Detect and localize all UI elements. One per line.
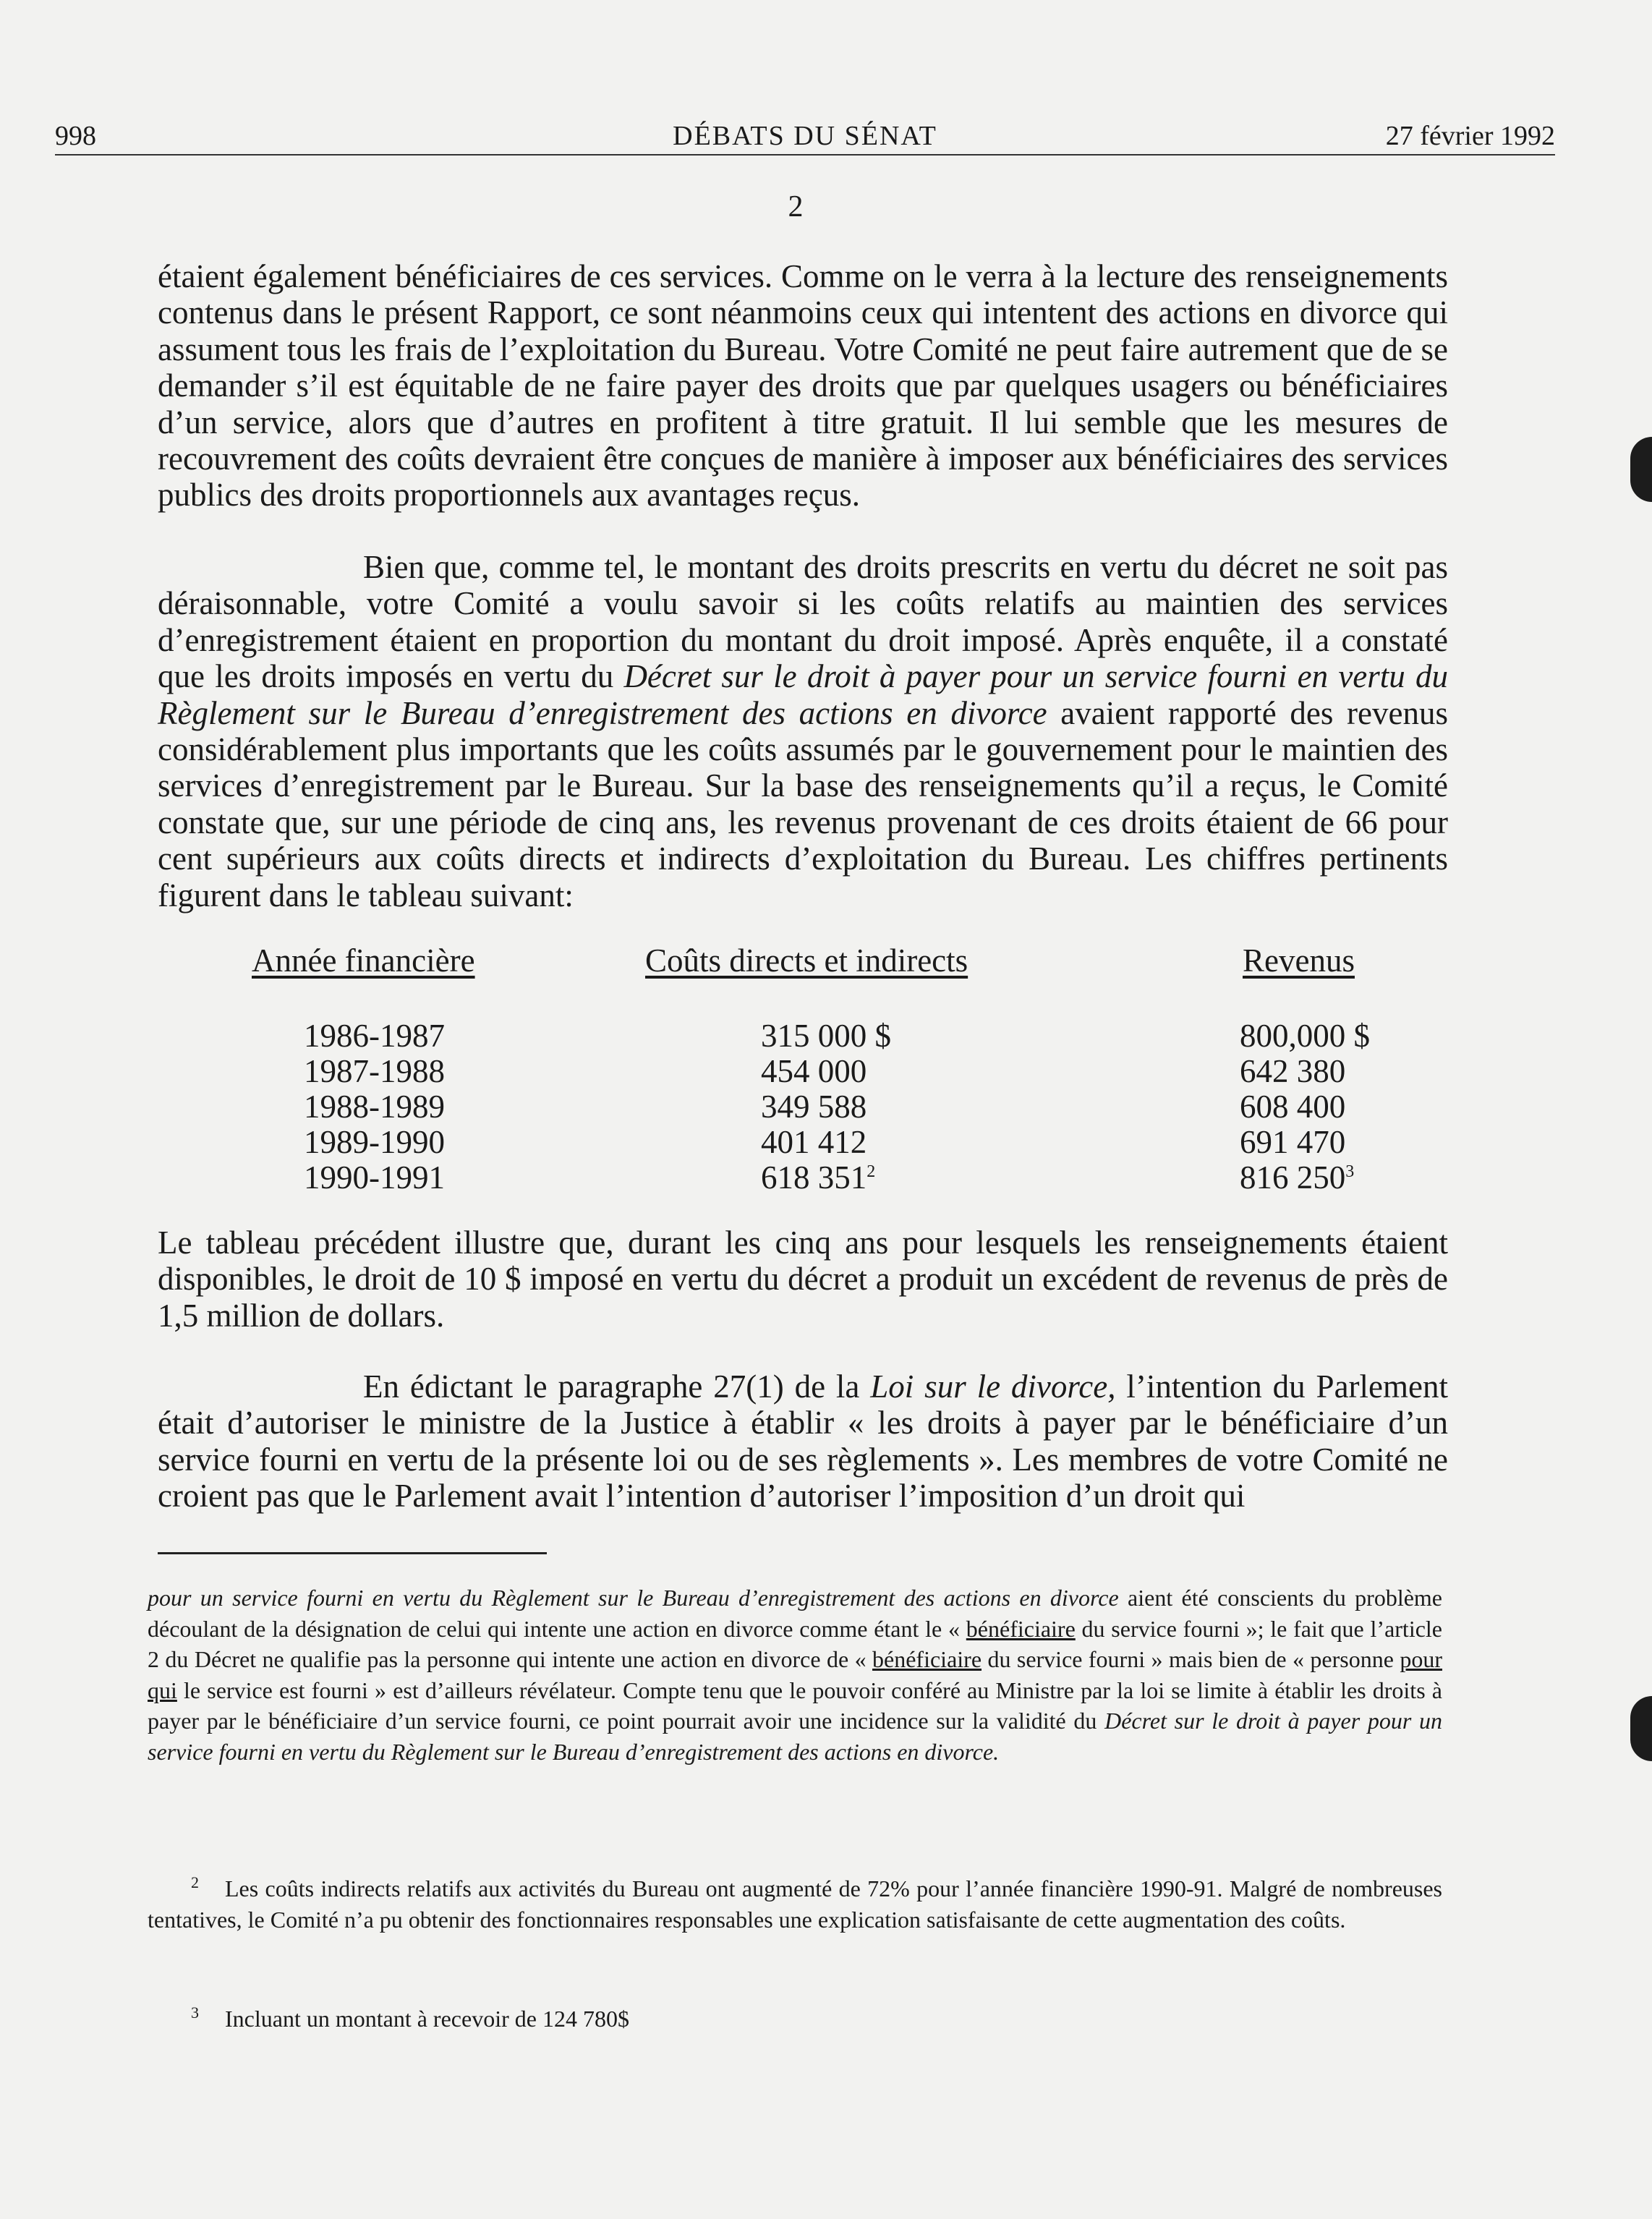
publication-title: DÉBATS DU SÉNAT (673, 121, 937, 151)
paragraph-text: avaient rapporté des revenus considérablement plus importants que les coûts assumés par le gouvernement pour le maintien des services d’enregistrement par le Bureau. Sur la base des renseignements qu’il a reçus, le Comité constate que, sur une période de cinq ans, les revenus provenant de ces droits étaient de 66 pour cent supérieurs aux coûts directs et indirects d’exploitation du Bureau. Les chiffres pertinents figurent dans le tableau suivant: (158, 694, 1448, 913)
paragraph-text: Le tableau précédent illustre que, durant les cinq ans pour lesquels les renseignements étaient disponibles, le droit de 10 $ imposé en vertu du décret a produit un excédent de revenus de près de 1,5 million de dollars. (158, 1225, 1448, 1334)
table-row (158, 1123, 1448, 1161)
footnote-continued: pour un service fourni en vertu du Règlement sur le Bureau d’enregistrement des actions en divorce aient été conscients du problème découlant de la désignation de celui qui intente une action en divorce comme étant le « bénéficiaire du service fourni »; le fait que l’article 2 du Décret ne qualifie pas la personne qui intente une action en divorce de « bénéficiaire du service fourni » mais bien de « personne pour qui le service est fourni » est d’ailleurs révélateur. Compte tenu que le pouvoir conféré au Ministre par la loi se limite à établir les droits à payer par le bénéficiaire d’un service fourni, ce point pourrait avoir une incidence sur la validité du Décret sur le droit à payer pour un service fourni en vertu du Règlement sur le Bureau d’enregistrement des actions en divorce. (148, 1585, 1443, 1765)
footnote-ref: 2 (867, 1162, 876, 1181)
table-cell-year: 1986-1987 (304, 1018, 445, 1054)
table-cell-revenue: 608 400 (1240, 1089, 1346, 1125)
table-cell-year: 1988-1989 (304, 1089, 445, 1125)
paragraph-4 (158, 1368, 1448, 1515)
page-header (55, 120, 1555, 156)
footnote-ref: 3 (1345, 1162, 1355, 1181)
table-cell-revenue: 800,000 $ (1240, 1018, 1370, 1054)
footnote-rule (158, 1552, 547, 1554)
table-cell-revenue: 816 $250^3$ (1240, 1159, 1355, 1196)
table-header-year: Année financière (252, 942, 475, 979)
footnote-mark: 3 (191, 2003, 199, 2022)
page-number: 998 (55, 121, 96, 151)
table-cell-year: 1989-1990 (304, 1124, 445, 1160)
table-cell-year: 1990-1991 (304, 1159, 445, 1196)
paragraph-text: l’intention du Parlement était d’autoriser le ministre de la Justice à établir « les droits à payer par le bénéficiaire d’un service fourni en vertu de la présente loi ou de ses règlements ». Les membres de votre Comité ne croient pas que le Parlement avait l’intention d’autoriser l’imposition d’un droit qui (158, 1368, 1448, 1515)
table-cell-year: 1987-1988 (304, 1053, 445, 1089)
header-date: 27 février 1992 (1385, 121, 1555, 151)
paragraph-text: En édictant le paragraphe 27(1) de la (363, 1368, 871, 1405)
page-edge-tab (1630, 437, 1652, 502)
table-cell-costs: 618 $351^2$ (761, 1159, 876, 1196)
table-row (158, 1159, 1448, 1196)
footnote-2: $^2$ Les coûts indirects relatifs aux activités du Bureau ont augmenté de 72% pour l’année financière 1990-91. Malgré de nombreuses tentatives, le Comité n’a pu obtenir des fonctionnaires responsables une explication satisfaisante de cette augmentation des coûts. (148, 1873, 1442, 1933)
table-cell-revenue: 691 470 (1240, 1124, 1346, 1160)
decree-title: Décret sur le droit à payer pour un service fourni en vertu du Règlement sur le Bureau d’enregistrement des actions en divorce (158, 658, 1449, 731)
table-cell-revenue: 642 380 (1240, 1053, 1346, 1089)
footnote-mark: 2 (191, 1873, 199, 1892)
table-row (158, 1088, 1448, 1125)
table-header-revenue: Revenus (1243, 942, 1355, 979)
paragraph-text: étaient également bénéficiaires de ces services. Comme on le verra à la lecture des renseignements contenus dans le présent Rapport, ce sont néanmoins ceux qui intentent des actions en divorce qui assument tous les frais de l’exploitation du Bureau. Votre Comité ne peut faire autrement que de se demander s’il est équitable de ne faire payer des droits que par quelques usagers ou bénéficiaires d’un service, alors que d’autres en profitent à titre gratuit. Il lui semble que les mesures de recouvrement des coûts devraient être conçues de manière à imposer aux bénéficiaires des services publics des droits proportionnels aux avantages reçus. (158, 258, 1448, 514)
table-cell-costs: 349 588 (761, 1089, 867, 1125)
table-cell-costs: 454 000 (761, 1053, 867, 1089)
header-rule (55, 154, 1555, 156)
law-title: Loi sur le divorce, (870, 1368, 1116, 1405)
table-cell-costs: 315 000 $ (761, 1018, 891, 1054)
paragraph-text: Bien que, comme tel, le montant des droits prescrits en vertu du décret ne soit pas déraisonnable, votre Comité a voulu savoir si les coûts relatifs au maintien des services d’enregistrement étaient en proportion du montant du droit imposé. Après enquête, il a constaté que les droits imposés en vertu du (158, 549, 1448, 695)
table-cell-costs: 401 412 (761, 1124, 867, 1160)
paragraph-3 (158, 1225, 1448, 1334)
paragraph-1 (158, 258, 1448, 514)
table-header-costs: Coûts directs et indirects (645, 942, 968, 979)
table-row (158, 1052, 1448, 1090)
section-number: 2 (788, 190, 804, 223)
table-row (158, 1017, 1448, 1055)
paragraph-2 (158, 549, 1448, 913)
footnote-3: $^3$ Incluant un montant à recevoir de 124 780$ (191, 2003, 629, 2032)
page-edge-tab (1630, 1696, 1652, 1761)
